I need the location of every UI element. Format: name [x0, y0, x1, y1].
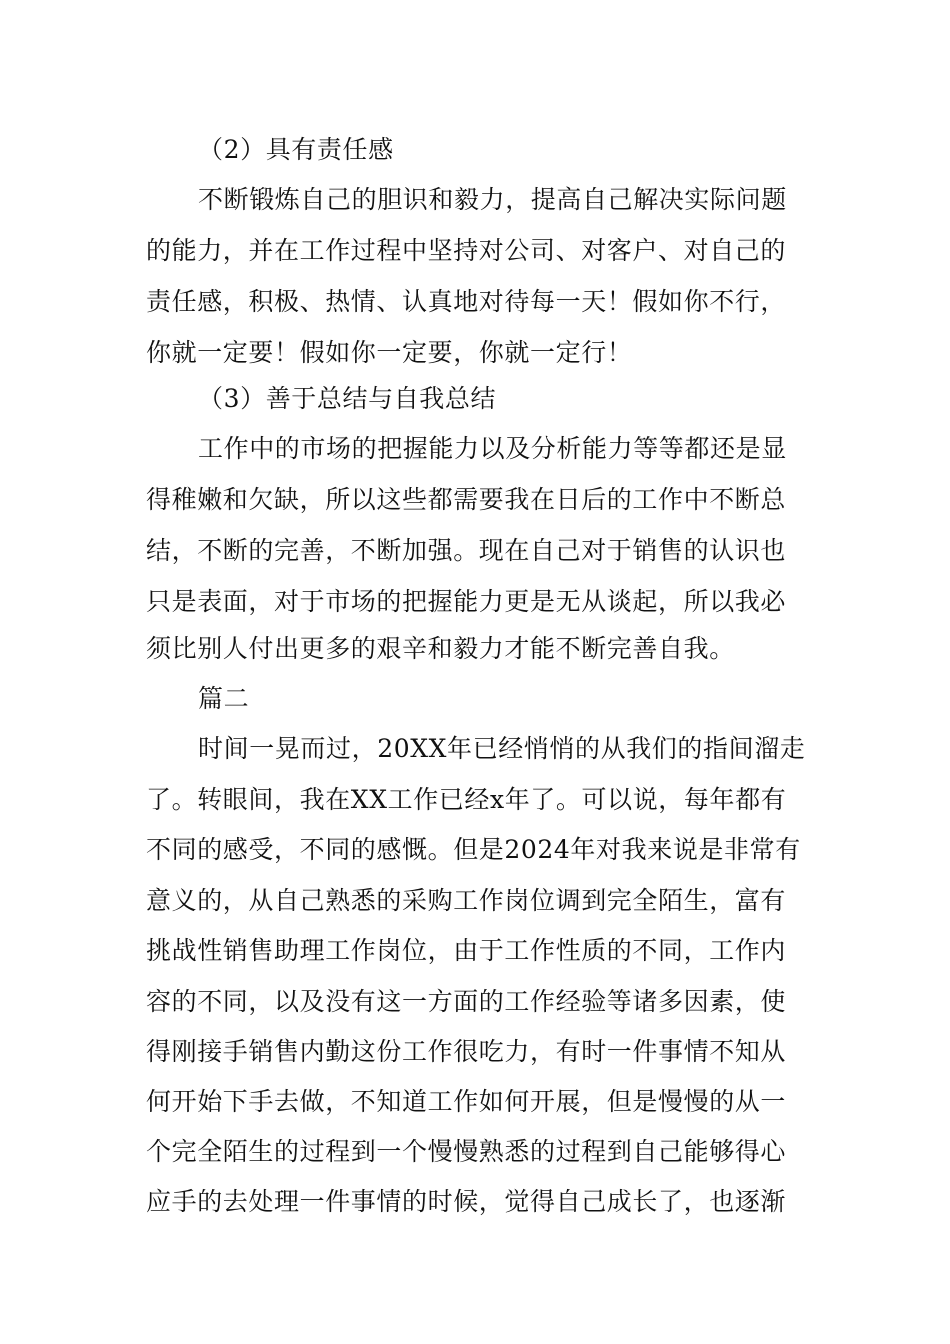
- paragraph-line: 个完全陌生的过程到一个慢慢熟悉的过程到自己能够得心: [146, 1137, 787, 1166]
- section-heading-summary: （3）善于总结与自我总结: [198, 384, 497, 413]
- paragraph-line: 工作中的市场的把握能力以及分析能力等等都还是显: [198, 434, 787, 463]
- paragraph-line: 得刚接手销售内勤这份工作很吃力，有时一件事情不知从: [146, 1037, 787, 1066]
- paragraph-line: 不同的感受，不同的感慨。但是2024年对我来说是非常有: [146, 835, 801, 864]
- paragraph-line: 挑战性销售助理工作岗位，由于工作性质的不同，工作内: [146, 936, 787, 965]
- paragraph-line: 得稚嫩和欠缺，所以这些都需要我在日后的工作中不断总: [146, 485, 787, 514]
- paragraph-line: 责任感，积极、热情、认真地对待每一天！假如你不行，: [146, 287, 787, 316]
- paragraph-line: 何开始下手去做，不知道工作如何开展，但是慢慢的从一: [146, 1087, 787, 1116]
- paragraph-line: 须比别人付出更多的艰辛和毅力才能不断完善自我。: [146, 634, 735, 663]
- section-heading-responsibility: （2）具有责任感: [198, 135, 394, 164]
- paragraph-line: 意义的，从自己熟悉的采购工作岗位调到完全陌生，富有: [146, 886, 787, 915]
- paragraph-line: 结，不断的完善，不断加强。现在自己对于销售的认识也: [146, 536, 787, 565]
- paragraph-line: 不断锻炼自己的胆识和毅力，提高自己解决实际问题: [198, 185, 787, 214]
- section-heading-part-two: 篇二: [198, 684, 250, 713]
- paragraph-line: 只是表面，对于市场的把握能力更是无从谈起，所以我必: [146, 587, 787, 616]
- paragraph-line: 应手的去处理一件事情的时候，觉得自己成长了，也逐渐: [146, 1187, 787, 1216]
- paragraph-line: 时间一晃而过，20XX年已经悄悄的从我们的指间溜走: [198, 734, 806, 763]
- paragraph-line: 了。转眼间，我在XX工作已经x年了。可以说，每年都有: [146, 785, 787, 814]
- paragraph-line: 的能力，并在工作过程中坚持对公司、对客户、对自己的: [146, 236, 787, 265]
- paragraph-line: 容的不同，以及没有这一方面的工作经验等诸多因素，使: [146, 987, 787, 1016]
- paragraph-line: 你就一定要！假如你一定要，你就一定行！: [146, 338, 633, 367]
